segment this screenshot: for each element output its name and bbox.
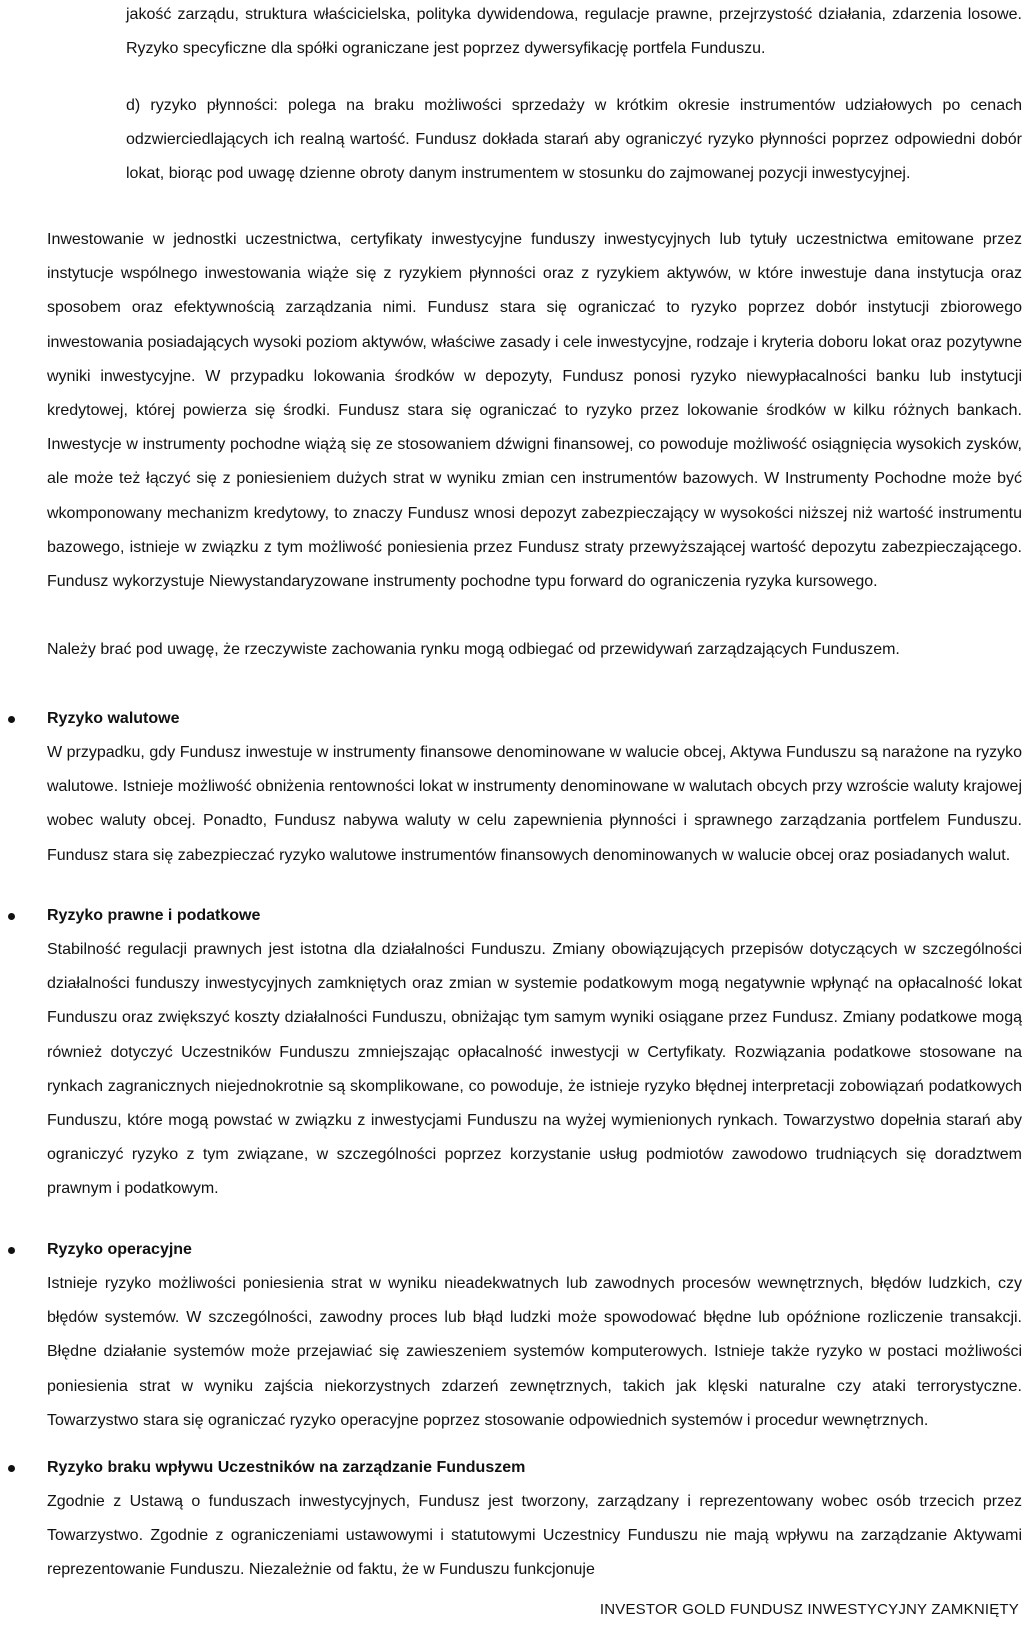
section-body: W przypadku, gdy Fundusz inwestuje w instrumenty finansowe denominowane w walucie obcej, Aktywa Funduszu są narażone na ryzyko walutowe. Istnieje możliwość obniżenia rentowności lokat w instrumenty denominowane w walutach obcych przy wzroście waluty krajowej wobec waluty obcej. Ponadto, Fundusz nabywa waluty w celu zapewnienia płynności i sprawnego zarządzania portfelem Funduszu. Fundusz stara się zabezpieczać ryzyko walutowe instrumentów finansowych denominowanych w walucie obcej oraz posiadanych walut. (47, 744, 1022, 864)
paragraph-market-note: Należy brać pod uwagę, że rzeczywiste zachowania rynku mogą odbiegać od przewidywań zarządzających Funduszem. (47, 641, 900, 658)
bullet-icon (8, 1247, 15, 1254)
paragraph-liquidity-risk: d) ryzyko płynności: polega na braku możliwości sprzedaży w krótkim okresie instrumentów udziałowych po cenach odzwierciedlających ich realną wartość. Fundusz dokłada starań aby ograniczyć ryzyko płynności poprzez odpowiedni dobór lokat, biorąc pod uwagę dzienne obroty danym instrumentem w stosunku do zajmowanej pozycji inwestycyjnej. (126, 97, 1022, 183)
section-heading: Ryzyko walutowe (47, 710, 180, 727)
bullet-icon (8, 1465, 15, 1472)
section-heading: Ryzyko braku wpływu Uczestników na zarządzanie Funduszem (47, 1459, 526, 1476)
section-body: Zgodnie z Ustawą o funduszach inwestycyjnych, Fundusz jest tworzony, zarządzany i reprezentowany wobec osób trzecich przez Towarzystwo. Zgodnie z ograniczeniami ustawowymi i statutowymi Uczestnicy Funduszu nie mają wpływu na zarządzanie Aktywami reprezentowanie Funduszu. Niezależnie od faktu, że w Funduszu funkcjonuje (47, 1493, 1022, 1579)
paragraph-company-risk: jakość zarządu, struktura właścicielska, polityka dywidendowa, regulacje prawne, przejrzystość działania, zdarzenia losowe. Ryzyko specyficzne dla spółki ograniczane jest poprzez dywersyfikację portfela Funduszu. (126, 6, 1022, 58)
section-heading: Ryzyko prawne i podatkowe (47, 907, 261, 924)
section-heading: Ryzyko operacyjne (47, 1241, 192, 1258)
paragraph-investing-risk: Inwestowanie w jednostki uczestnictwa, certyfikaty inwestycyjne funduszy inwestycyjnych lub tytuły uczestnictwa emitowane przez instytucje wspólnego inwestowania wiąże się z ryzykiem płynności oraz z ryzykiem aktywów, w które inwestuje dana instytucja oraz sposobem oraz efektywnością zarządzania nimi. Fundusz stara się ograniczać to ryzyko poprzez dobór instytucji zbiorowego inwestowania posiadających wysoki poziom aktywów, właściwe zasady i cele inwestycyjne, rodzaje i kryteria doboru lokat oraz pozytywne wyniki inwestycyjne. W przypadku lokowania środków w depozyty, Fundusz ponosi ryzyko niewypłacalności banku lub instytucji kredytowej, której powierza się środki. Fundusz stara się ograniczać to ryzyko przez lokowanie środków w kilku różnych bankach. Inwestycje w instrumenty pochodne wiążą się ze stosowaniem dźwigni finansowej, co powoduje możliwość osiągnięcia wysokich zysków, ale może też łączyć się z poniesieniem dużych strat w wyniku zmian cen instrumentów bazowych. W Instrumenty Pochodne może być wkomponowany mechanizm kredytowy, to znaczy Fundusz wnosi depozyt zabezpieczający w wysokości niższej niż wartość instrumentu bazowego, istnieje w związku z tym możliwość poniesienia przez Fundusz straty przewyższającej wartość depozytu zabezpieczającego. Fundusz wykorzystuje Niewystandaryzowane instrumenty pochodne typu forward do ograniczenia ryzyka kursowego. (47, 231, 1022, 591)
section-body: Stabilność regulacji prawnych jest istotna dla działalności Funduszu. Zmiany obowiązujących przepisów dotyczących w szczególności działalności funduszy inwestycyjnych zamkniętych oraz zmian w systemie podatkowym mogą negatywnie wpłynąć na opłacalność lokat Funduszu oraz zwiększyć koszty działalności Funduszu, obniżając tym samym wyniki osiągane przez Fundusz. Zmiany podatkowe mogą również dotyczyć Uczestników Funduszu zmniejszając opłacalność inwestycji w Certyfikaty. Rozwiązania podatkowe stosowane na rynkach zagranicznych niejednokrotnie są skomplikowane, co powoduje, że istnieje ryzyko błędnej interpretacji zobowiązań podatkowych Funduszu, które mogą powstać w związku z inwestycjami Funduszu na wyżej wymienionych rynkach. Towarzystwo dopełnia starań aby ograniczyć ryzyko z tym związane, w szczególności poprzez korzystanie usług podmiotów zawodowo trudniących się doradztwem prawnym i podatkowym. (47, 941, 1022, 1198)
section-body: Istnieje ryzyko możliwości poniesienia strat w wyniku nieadekwatnych lub zawodnych procesów wewnętrznych, błędów ludzkich, czy błędów systemów. W szczególności, zawodny proces lub błąd ludzki może spowodować błędne lub opóźnione rozliczenie transakcji. Błędne działanie systemów może przejawiać się zawieszeniem systemów komputerowych. Istnieje także ryzyko w postaci możliwości poniesienia strat w wyniku zajścia niekorzystnych zdarzeń zewnętrznych, takich jak klęski naturalne czy ataki terrorystyczne. Towarzystwo stara się ograniczać ryzyko operacyjne poprzez stosowanie odpowiednich systemów i procedur wewnętrznych. (47, 1275, 1022, 1429)
page-footer: INVESTOR GOLD FUNDUSZ INWESTYCYJNY ZAMKNIĘTY (599, 1601, 1019, 1618)
bullet-icon (8, 913, 15, 920)
bullet-icon (8, 716, 15, 723)
